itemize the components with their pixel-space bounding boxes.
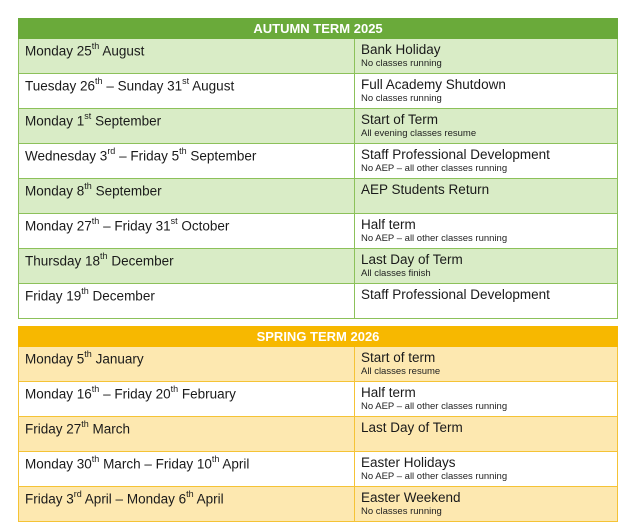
spring-term-title: SPRING TERM 2026 [19, 327, 618, 347]
date-text [19, 144, 354, 164]
event-note: No AEP – all other classes running [361, 233, 508, 244]
date-part: Monday 16 [25, 386, 92, 402]
date-cell [19, 347, 355, 382]
ordinal-suffix: th [95, 76, 103, 86]
event-title: Staff Professional Development [361, 287, 550, 302]
table-row [19, 109, 618, 144]
table-row [19, 144, 618, 179]
event-cell [355, 382, 618, 417]
table-row [19, 249, 618, 284]
ordinal-suffix: st [182, 76, 190, 86]
ordinal-suffix: th [100, 251, 108, 261]
ordinal-suffix: th [84, 181, 92, 191]
date-part: December [107, 253, 174, 269]
event-note: All evening classes resume [361, 128, 477, 139]
date-part: April [219, 456, 250, 472]
date-cell [19, 417, 355, 452]
ordinal-suffix: rd [73, 489, 82, 499]
event-title: Last Day of Term [361, 420, 463, 435]
autumn-term-table [18, 18, 618, 319]
date-part: December [88, 288, 155, 304]
date-text [19, 382, 354, 402]
event-title: Full Academy Shutdown [361, 77, 506, 92]
event-cell [355, 347, 618, 382]
date-part: – Sunday 31 [102, 78, 183, 94]
event-note: No AEP – all other classes running [361, 163, 508, 174]
event-title: Last Day of Term [361, 252, 463, 267]
spring-term-table [18, 326, 618, 522]
ordinal-suffix: th [179, 146, 187, 156]
date-text [19, 347, 354, 367]
date-part: August [99, 43, 145, 59]
table-row [19, 487, 618, 522]
date-part: January [91, 351, 144, 367]
date-text [19, 452, 354, 472]
date-text [19, 39, 354, 59]
event-note [355, 435, 617, 436]
date-cell [19, 39, 355, 74]
date-text [19, 487, 354, 507]
event-note [355, 197, 617, 198]
ordinal-suffix: th [186, 489, 194, 499]
ordinal-suffix: th [91, 41, 100, 51]
autumn-term-title: AUTUMN TERM 2025 [19, 19, 618, 39]
date-text [19, 179, 354, 199]
date-part: Monday 1 [25, 113, 85, 129]
date-cell [19, 144, 355, 179]
table-row [19, 417, 618, 452]
event-cell [355, 249, 618, 284]
event-title: Staff Professional Development [361, 147, 550, 162]
event-title: Start of Term [361, 112, 439, 127]
event-note: No AEP – all other classes running [361, 401, 508, 412]
date-cell [19, 487, 355, 522]
event-cell [355, 487, 618, 522]
event-note: No classes running [361, 506, 442, 517]
date-part: Monday 5 [25, 351, 85, 367]
date-part: April – Monday 6 [81, 491, 187, 507]
ordinal-suffix: th [81, 419, 89, 429]
date-part: March – Friday 10 [99, 456, 212, 472]
date-part: – Friday 31 [99, 218, 171, 234]
event-note [355, 302, 617, 303]
date-part: August [189, 78, 235, 94]
date-text [19, 214, 354, 234]
event-title: Half term [361, 217, 416, 232]
date-text [19, 109, 354, 129]
date-part: Friday 19 [25, 288, 82, 304]
event-cell [355, 144, 618, 179]
table-row [19, 39, 618, 74]
date-cell [19, 109, 355, 144]
date-text [19, 74, 354, 94]
date-part: April [193, 491, 224, 507]
date-cell [19, 382, 355, 417]
ordinal-suffix: th [84, 349, 92, 359]
date-part: September [91, 113, 162, 129]
event-title: Bank Holiday [361, 42, 441, 57]
date-part: Friday 27 [25, 421, 82, 437]
ordinal-suffix: th [170, 384, 179, 394]
table-row [19, 179, 618, 214]
date-cell [19, 452, 355, 487]
ordinal-suffix: th [211, 454, 220, 464]
event-note: No classes running [361, 93, 442, 104]
table-row [19, 214, 618, 249]
date-part: March [88, 421, 131, 437]
date-cell [19, 179, 355, 214]
date-part: Thursday 18 [25, 253, 101, 269]
date-text [19, 417, 354, 437]
event-note: No AEP – all other classes running [361, 471, 508, 482]
date-text [19, 284, 354, 304]
date-part: Monday 27 [25, 218, 92, 234]
event-title: Half term [361, 385, 416, 400]
event-note: All classes resume [361, 366, 441, 377]
date-part: September [186, 148, 257, 164]
ordinal-suffix: th [91, 216, 100, 226]
ordinal-suffix: th [91, 384, 100, 394]
table-row [19, 452, 618, 487]
event-cell [355, 214, 618, 249]
date-part: February [178, 386, 236, 402]
date-cell [19, 284, 355, 319]
ordinal-suffix: th [91, 454, 100, 464]
date-part: Monday 30 [25, 456, 92, 472]
event-title: Easter Weekend [361, 490, 461, 505]
table-row [19, 74, 618, 109]
date-cell [19, 74, 355, 109]
event-note: No classes running [361, 58, 442, 69]
spring-rows [19, 347, 618, 522]
event-cell [355, 417, 618, 452]
date-part: Tuesday 26 [25, 78, 96, 94]
event-title: Easter Holidays [361, 455, 456, 470]
date-part: Monday 25 [25, 43, 92, 59]
event-cell [355, 74, 618, 109]
event-note: All classes finish [361, 268, 431, 279]
event-cell [355, 179, 618, 214]
date-cell [19, 249, 355, 284]
date-part: September [91, 183, 162, 199]
ordinal-suffix: rd [107, 146, 116, 156]
ordinal-suffix: st [84, 111, 92, 121]
event-title: Start of term [361, 350, 436, 365]
ordinal-suffix: st [170, 216, 178, 226]
event-cell [355, 284, 618, 319]
event-title: AEP Students Return [361, 182, 490, 197]
ordinal-suffix: th [81, 286, 89, 296]
date-part: October [177, 218, 230, 234]
event-cell [355, 39, 618, 74]
date-part: Friday 3 [25, 491, 74, 507]
event-cell [355, 452, 618, 487]
event-cell [355, 109, 618, 144]
table-row [19, 347, 618, 382]
date-part: – Friday 5 [115, 148, 180, 164]
table-row [19, 284, 618, 319]
date-cell [19, 214, 355, 249]
autumn-rows [19, 39, 618, 319]
date-text [19, 249, 354, 269]
date-part: – Friday 20 [99, 386, 171, 402]
date-part: Monday 8 [25, 183, 85, 199]
date-part: Wednesday 3 [25, 148, 108, 164]
table-row [19, 382, 618, 417]
